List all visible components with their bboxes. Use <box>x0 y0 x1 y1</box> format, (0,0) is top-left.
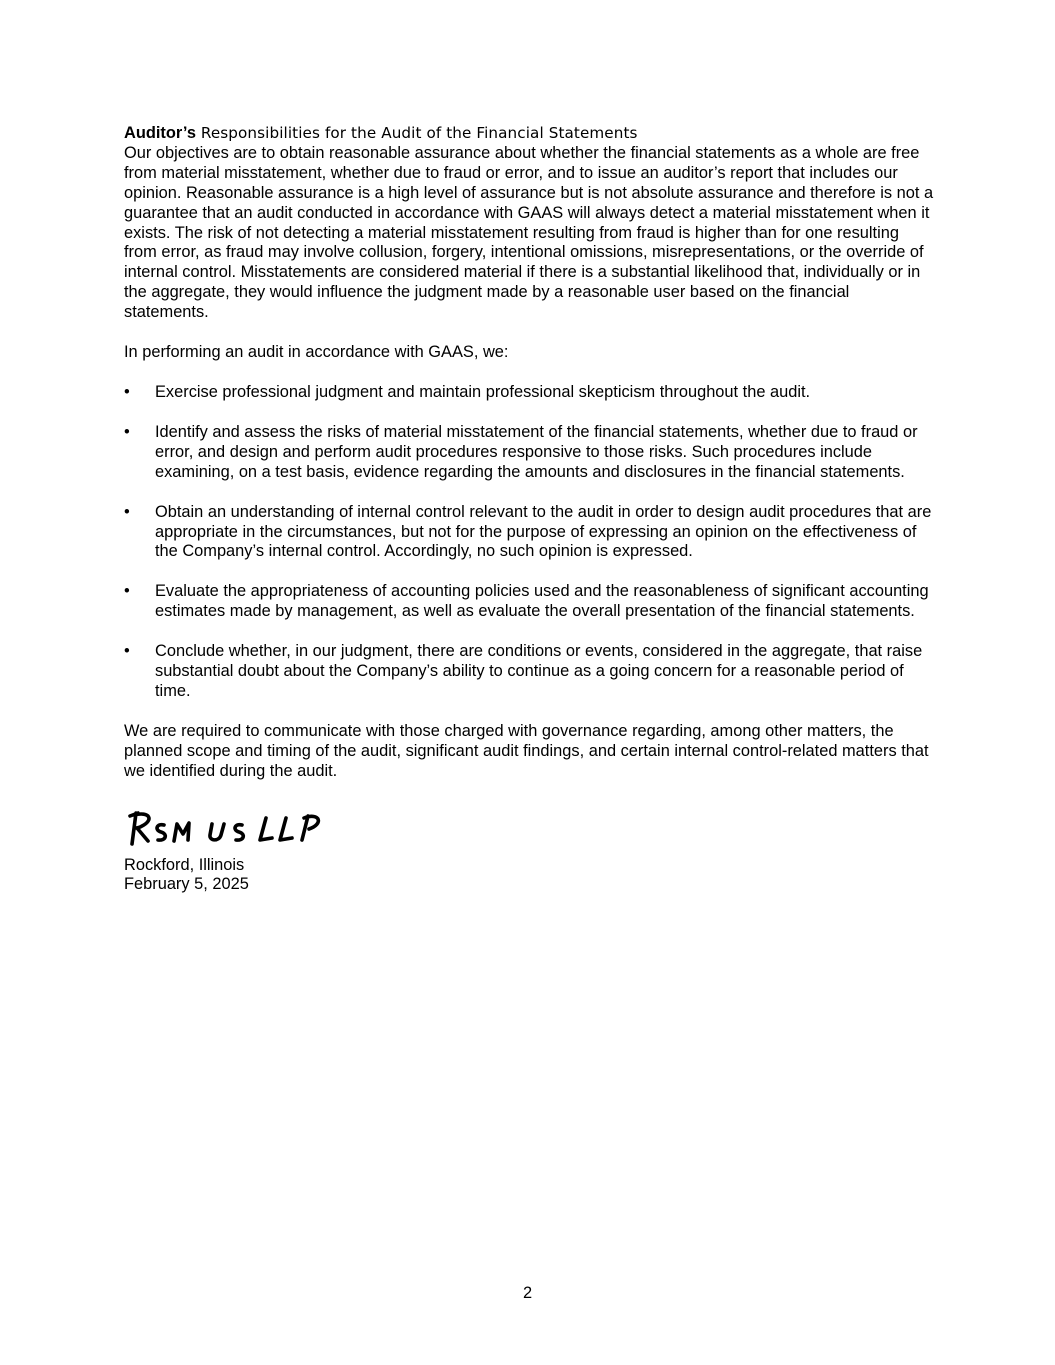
closing-paragraph: We are required to communicate with those charged with governance regarding, among other matters, the planned scope and timing of the audit, significant audit findings, and certain internal control-related matters that we identified during the audit. <box>124 721 929 780</box>
heading-title: Responsibilities for the Audit of the Financial Statements <box>195 124 638 142</box>
page-number: 2 <box>522 1284 533 1302</box>
signing-location <box>124 856 934 896</box>
location-city: Rockford, Illinois <box>124 855 245 874</box>
list-item-text: Conclude whether, in our judgment, there are conditions or events, considered in the aggregate, that raise substantial doubt about the Company’s ability to continue as a going concern for a reasonable period of time. <box>155 642 923 700</box>
list-item-text: Exercise professional judgment and maintain professional skepticism throughout the audit. <box>155 382 811 401</box>
signature-icon <box>124 806 344 850</box>
intro-paragraph: In performing an audit in accordance with GAAS, we: <box>124 343 509 362</box>
list-item-text: Obtain an understanding of internal control relevant to the audit in order to design audit procedures that are appropriate in the circumstances, but not for the purpose of expressing an opinion on the effectiveness of the Company’s internal control. Accordingly, no such opinion is expressed. <box>155 502 932 561</box>
list-item <box>124 642 934 702</box>
bullet-icon: • <box>124 502 130 521</box>
list-item <box>124 383 934 403</box>
bullet-icon: • <box>124 422 130 441</box>
objectives-paragraph: Our objectives are to obtain reasonable assurance about whether the financial statements as a whole are free from material misstatement, whether due to fraud or error, and to issue an auditor’s report that includes our opinion. Reasonable assurance is a high level of assurance but is not absolute assurance and therefore is not a guarantee that an audit conducted in accordance with GAAS will always detect a material misstatement when it exists. The risk of not detecting a material misstatement resulting from fraud is higher than for one resulting from error, as fraud may involve collusion, forgery, intentional omissions, misrepresentations, or the override of internal control. Misstatements are considered material if there is a substantial likelihood that, individually or in the aggregate, they would influence the judgment made by a reasonable user based on the financial statements. <box>124 143 934 322</box>
list-item <box>124 582 934 622</box>
report-date: February 5, 2025 <box>124 875 249 894</box>
bullet-icon: • <box>124 382 130 401</box>
list-item-text: Evaluate the appropriateness of accounting policies used and the reasonableness of significant accounting estimates made by management, as well as evaluate the overall presentation of the financial statements. <box>155 582 929 621</box>
bullet-icon: • <box>124 582 130 601</box>
report-page <box>124 124 934 895</box>
section-heading <box>124 124 934 144</box>
list-item <box>124 503 934 563</box>
list-item-text: Identify and assess the risks of material misstatement of the financial statements, whether due to fraud or error, and design and perform audit procedures responsive to those risks. Such procedures include examining, on a test basis, evidence regarding the amounts and disclosures in the financial statements. <box>155 422 918 481</box>
procedures-list <box>124 383 934 702</box>
heading-bold: Auditor’s <box>124 124 196 142</box>
list-item <box>124 423 934 483</box>
bullet-icon: • <box>124 642 130 661</box>
firm-signature <box>124 806 344 850</box>
